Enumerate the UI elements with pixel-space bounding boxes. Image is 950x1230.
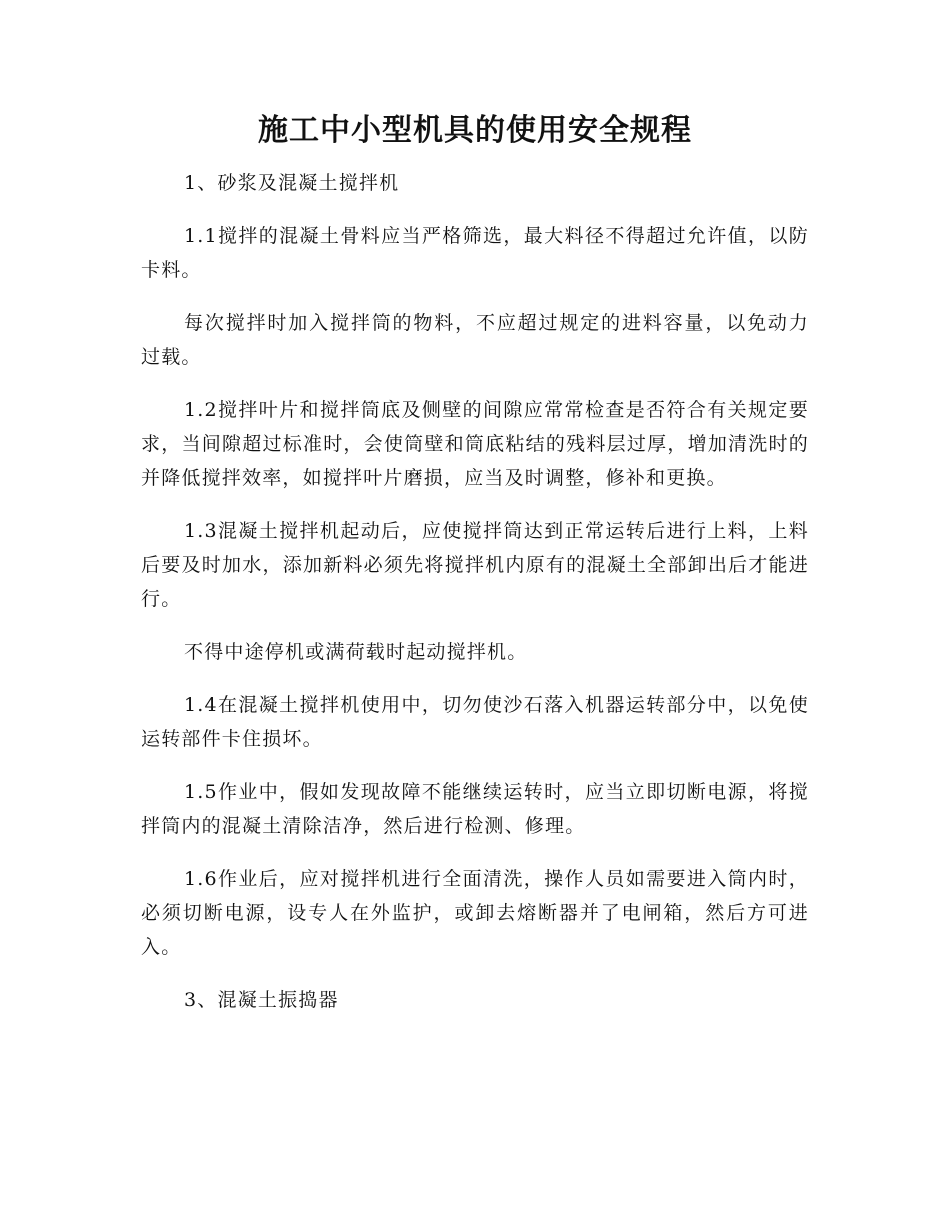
paragraph-1-1-load: 每次搅拌时加入搅拌筒的物料，不应超过规定的进料容量，以免动力过载。 xyxy=(141,312,809,368)
paragraph-1-4: 1.4在混凝土搅拌机使用中，切勿使沙石落入机器运转部分中，以免使运转部件卡住损坏。 xyxy=(141,694,809,750)
paragraph-1-3: 1.3混凝土搅拌机起动后，应使搅拌筒达到正常运转后进行上料，上料后要及时加水，添加新料必须先将搅拌机内原有的混凝土全部卸出后才能进行。 xyxy=(141,520,809,610)
document-title: 施工中小型机具的使用安全规程 xyxy=(258,113,692,148)
paragraph-1-1: 1.1搅拌的混凝土骨料应当严格筛选，最大料径不得超过允许值，以防卡料。 xyxy=(141,225,809,281)
paragraph-1-2: 1.2搅拌叶片和搅拌筒底及侧壁的间隙应常常检查是否符合有关规定要求，当间隙超过标准时，会使筒壁和筒底粘结的残料层过厚，增加清洗时的并降低搅拌效率，如搅拌叶片磨损，应当及时调整，修补和更换。 xyxy=(141,399,809,489)
paragraph-1-3-note: 不得中途停机或满荷载时起动搅拌机。 xyxy=(184,641,528,663)
section-heading-vibrator: 3、混凝土振捣器 xyxy=(184,989,339,1011)
paragraph-1-6: 1.6作业后，应对搅拌机进行全面清洗，操作人员如需要进入筒内时，必须切断电源，设专人在外监护，或卸去熔断器并了电闸箱，然后方可进入。 xyxy=(141,868,809,958)
section-heading-mixer: 1、砂浆及混凝土搅拌机 xyxy=(184,172,400,194)
document-body xyxy=(141,166,809,1036)
paragraph-1-5: 1.5作业中，假如发现故障不能继续运转时，应当立即切断电源，将搅拌筒内的混凝土清除洁净，然后进行检测、修理。 xyxy=(141,781,809,837)
